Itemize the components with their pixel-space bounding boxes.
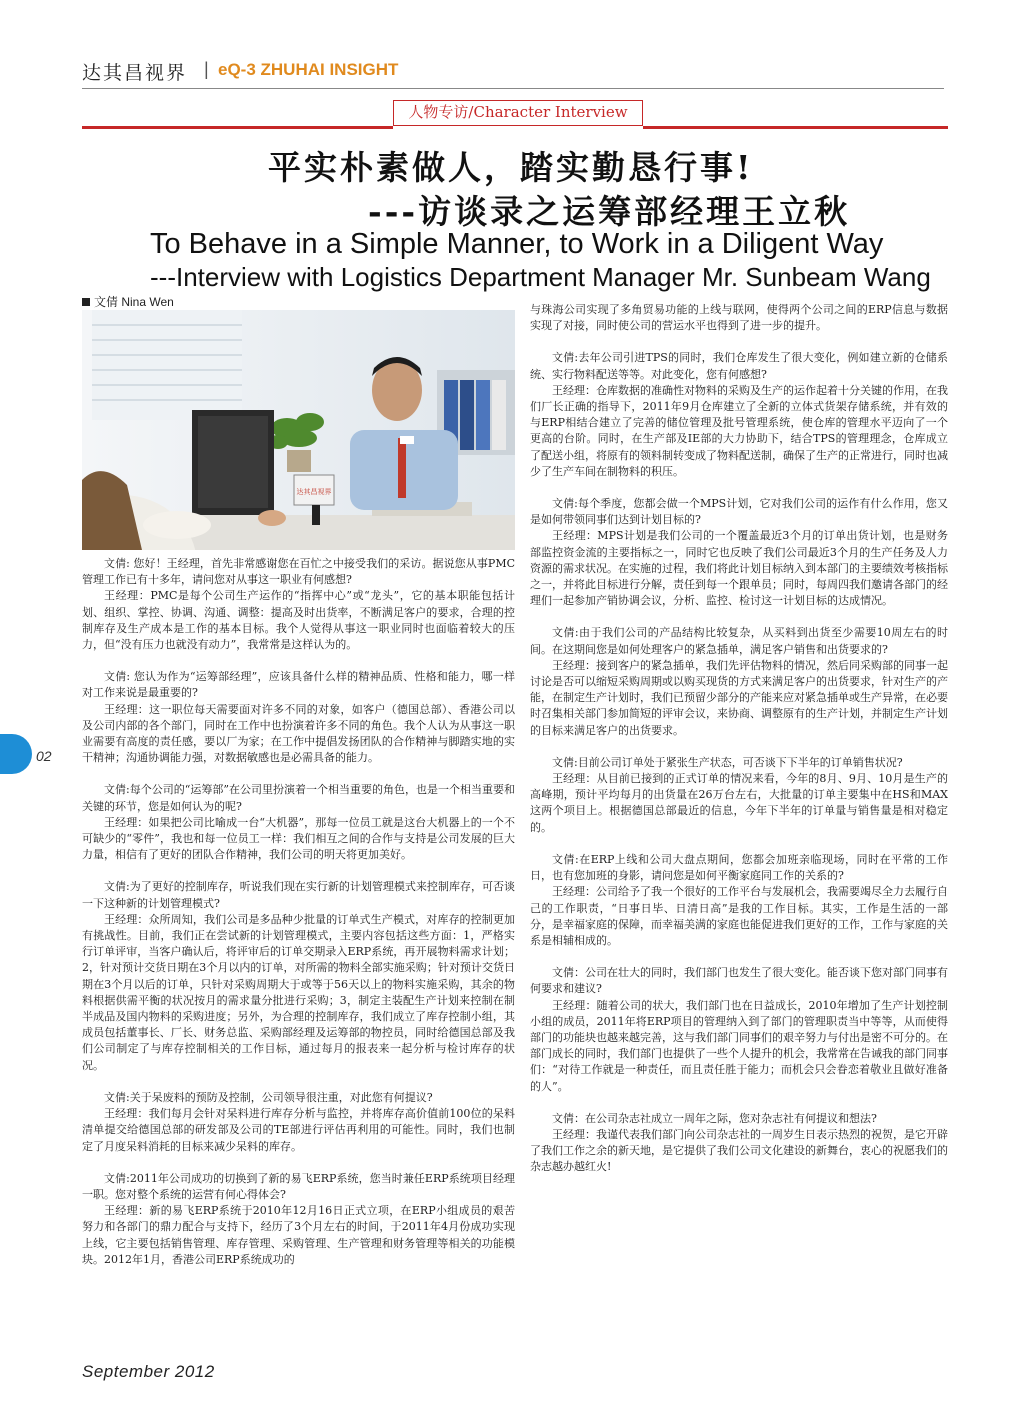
interview-question: 文倩:由于我们公司的产品结构比较复杂，从买料到出货至少需要10周左右的时间。在这期间您是如何处理客户的紧急插单，满足客户销售和出货要求的? [530,626,948,656]
interview-question: 文倩:关于呆废料的预防及控制，公司领导很注重，对此您有何提议? [104,1090,433,1104]
magazine-title-cn: 达其昌视界 [82,62,188,84]
interview-answer: 王经理：公司给予了我一个很好的工作平台与发展机会，我需要竭尽全力去履行自己的工作职责，“日事日毕、日清日高”是我的工作目标。其实，工作是生活的一部分，是幸福家庭的保障，而幸福美满的家庭也能促进我们更好的工作，工作与家庭的关系是相辅相成的。 [530,885,948,947]
interview-question: 文倩:每个公司的“运筹部”在公司里扮演着一个相当重要的角色，也是一个相当重要和关键的环节，您是如何认为的呢? [82,783,515,813]
interview-question: 文倩: 您好！王经理，首先非常感谢您在百忙之中接受我们的采访。据说您从事PMC管理工作已有十多年，请问您对从事这一职业有何感想? [82,557,515,587]
byline [82,293,174,310]
interview-answer: 王经理：众所周知，我们公司是多品种少批量的订单式生产模式，对库存的控制更加有挑战性。目前，我们正在尝试新的计划管理模式，主要内容包括这些方面：1，严格实行订单评审，当客户确认后，将评审后的订单交期录入ERP系统，再开展物料需求计划；2，针对预计交货日期在3个月以内的订单，对所需的物料全部实施采购；针对预计交货日期在3个月以后的订单，只针对采购周期大于或等于56天以上的物料实施采购，其余的物料根据供需平衡的状况按月的需求量分批进行采购；3，制定主装配生产计划来控制在制半成品及国内物料的采购进度；另外，为合理的控制库存，我们成立了库存控制小组，其成员包括董事长、厂长、财务总监、采购部经理及运筹部的物控员，同时给德国总部及我们公司制定了与库存控制相关的工作目标，通过每月的报表来一起分析与检讨库存的状况。 [82,912,515,1072]
interview-answer: 王经理：如果把公司比喻成一台“大机器”，那每一位员工就是这台大机器上的一个不可缺少的“零件”，我也和每一位员工一样：我们相互之间的合作与支持是公司发展的巨大力量，相信有了更好的团队合作精神，我们公司的明天将更加美好。 [82,815,515,862]
header-divider [82,88,944,89]
interview-question: 文倩:去年公司引进TPS的同时，我们仓库发生了很大变化，例如建立新的仓储系统、实行物料配送等等。对此变化，您有何感想? [530,351,948,381]
interview-answer: 王经理：MPS计划是我们公司的一个覆盖最近3个月的订单出货计划，也是财务部监控资金流的主要指标之一，同时它也反映了我们公司最近3个月的生产任务及人力资源的需求状况。在实施的过程，我们将此计划目标纳入到本部门的主要绩效考核指标之一，并将此目标进行分解，责任到每一个跟单员；同时，每周四我们邀请各部门的经理们一起参加产销协调会议，分析、监控、检讨这一计划目标的达成情况。 [530,529,948,608]
article-column-right [530,302,948,1176]
subheadline-cn: ---访谈录之运筹部经理王立秋 [368,192,851,231]
page-number-tab [0,734,32,774]
mic-flag-label: 达其昌视界 [296,488,332,496]
interview-answer: 王经理：我们每月会针对呆料进行库存分析与监控，并将库存高价值前100位的呆料清单提交给德国总部的研发部及公司的TE部进行评估再利用的可能性。同时，我们也制定了月度呆料消耗的目标来减少呆料的库存。 [82,1107,515,1153]
section-tag: 人物专访/Character Interview [393,100,643,126]
section-rule-left [82,126,393,129]
interview-photo-illustration [82,310,515,550]
headline-cn: 平实朴素做人，踏实勤恳行事! [268,148,754,187]
interview-question: 文倩：公司在壮大的同时，我们部门也发生了很大变化。能否谈下您对部门同事有何要求和建议? [530,966,948,996]
interview-answer: 王经理：从目前已接到的正式订单的情况来看，今年的8月、9月、10月是生产的高峰期，预计平均每月的出货量在26万台左右，大批量的订单主要集中在HS和MAX这两个项目上。根据德国总部最近的信息，今年下半年的订单量与销售量是相对稳定的。 [530,772,948,834]
page-header [82,54,944,88]
interview-answer: 王经理：仓库数据的准确性对物料的采购及生产的运作起着十分关键的作用，在我们厂长正确的指导下，2011年9月仓库建立了全新的立体式货架存储系统，并有效的与ERP相结合建立了完善的储位管理及批号管理系统，使仓库的管理水平迈向了一个更高的台阶。同时，在生产部及IE部的大力协助下，结合TPS的管理理念，仓库成立了配送小组，将原有的领料制转变成了物料配送制，确保了生产的正常进行，同时也减少了生产车间在制物料的积压。 [530,383,948,478]
headline-en: To Behave in a Simple Manner, to Work in a Diligent Way [150,228,884,260]
interview-question: 文倩:2011年公司成功的切换到了新的易飞ERP系统，您当时兼任ERP系统项目经理一职。您对整个系统的运营有何心得体会? [82,1171,515,1201]
interview-answer: 王经理：这一职位每天需要面对许多不同的对象，如客户（德国总部）、香港公司以及公司内部的各个部门，同时在工作中也扮演着许多不同的角色。我个人认为从事这一职业需要有高度的责任感，要以厂为家；在工作中提倡发扬团队的合作精神与脚踏实地的实干精神；沟通协调能力强，对数据敏感也是必需具备的能力。 [82,702,515,765]
magazine-title-en: eQ-3 ZHUHAI INSIGHT [218,60,399,79]
interview-question: 文倩:每个季度，您都会做一个MPS计划，它对我们公司的运作有什么作用，您又是如何带领同事们达到计划目标的? [530,497,948,527]
interview-question: 文倩：在公司杂志社成立一周年之际，您对杂志社有何提议和想法? [552,1111,877,1125]
interview-photo [82,310,515,550]
subheadline-en: ---Interview with Logistics Department Manager Mr. Sunbeam Wang [150,262,931,292]
interview-question: 文倩:为了更好的控制库存，听说我们现在实行新的计划管理模式来控制库存，可否谈一下这种新的计划管理模式? [82,880,515,910]
issue-date: September 2012 [82,1362,215,1381]
interview-answer-continued: 与珠海公司实现了多角贸易功能的上线与联网，使得两个公司之间的ERP信息与数据实现了对接，同时使公司的营运水平也得到了进一步的提升。 [530,303,948,333]
interview-answer: 王经理：接到客户的紧急插单，我们先评估物料的情况，然后同采购部的同事一起讨论是否可以缩短采购周期或以购买现货的方式来满足客户的出货要求，针对生产的产能，在制定生产计划时，我们已预留少部分的产能来应对紧急插单或生产异常，在必要时召集相关部门参加简短的评审会议，来协商、调整原有的生产计划，并制定生产计划的目标来满足客户的出货要求。 [530,658,948,737]
header-separator: | [204,59,209,79]
interview-question: 文倩: 您认为作为“运筹部经理”，应该具备什么样的精神品质、性格和能力，哪一样对工作来说是最重要的? [82,670,515,700]
interview-answer: 王经理：随着公司的状大，我们部门也在日益成长，2010年增加了生产计划控制小组的成员，2011年将ERP项目的管理纳入到了部门的管理职责当中等等，从而使得部门的功能块也越来越完善，这与我们部门同事们的艰辛努力与付出是密不可分的。在部门成长的同时，我们部门也提供了一些个人提升的机会，我常常在告诫我的部门同事们：“对待工作就是一种责任，而且责任胜于能力；而机会只会眷恋着敬业且做好准备的人”。 [530,998,948,1093]
interview-question: 文倩:在ERP上线和公司大盘点期间，您都会加班亲临现场，同时在平常的工作日，也有您加班的身影，请问您是如何平衡家庭同工作的关系的? [530,852,948,883]
interview-question: 文倩:目前公司订单处于紧张生产状态，可否谈下下半年的订单销售状况? [552,755,903,769]
interview-answer: 王经理：我谨代表我们部门向公司杂志社的一周岁生日表示热烈的祝贺，是它开辟了我们工作之余的新天地，是它提供了我们公司文化建设的新舞台，衷心的祝愿我们的杂志越办越红火! [530,1127,948,1174]
interview-answer: 王经理：PMC是每个公司生产运作的“指挥中心”或“龙头”，它的基本职能包括计划、组织、掌控、协调、沟通、调整：提高及时出货率，不断满足客户的要求，合理的控制库存及生产成本是工作的基本目标。我个人觉得从事这一职业同时也面临着较大的压力，但“没有压力也就没有动力”，我常常是这样认为的。 [82,589,515,652]
byline-marker [82,298,90,306]
article-column-left [82,556,515,1268]
page-number: 02 [36,748,52,764]
interview-answer: 王经理：新的易飞ERP系统于2010年12月16日正式立项，在ERP小组成员的艰苦努力和各部门的鼎力配合与支持下，经历了3个月左右的时间，于2011年4月份成功实现上线，它主要包括销售管理、库存管理、采购管理、生产管理和财务管理等相关的功能模块。2012年1月，香港公司ERP系统成功的 [82,1204,515,1266]
section-rule-right [643,126,948,129]
byline-text: 文倩 Nina Wen [94,295,174,309]
